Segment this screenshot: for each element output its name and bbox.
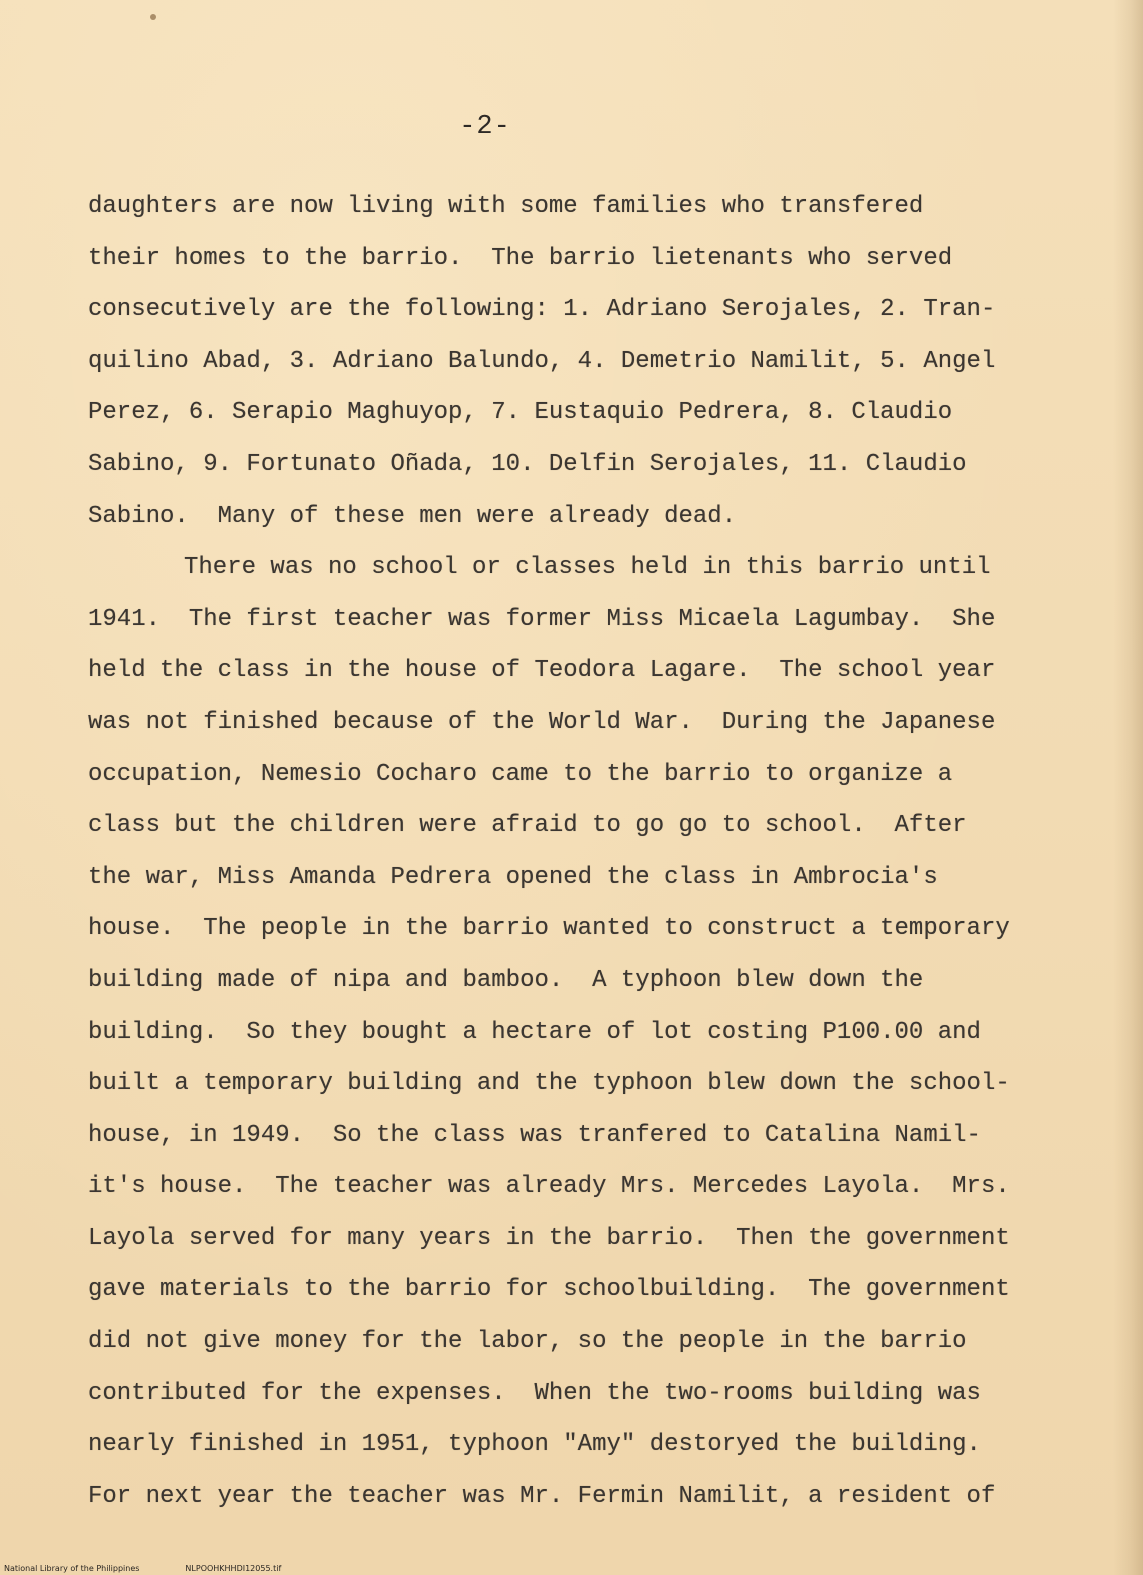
paragraph-start-line: There was no school or classes held in this barrio until xyxy=(184,554,991,582)
text-line: building made of nipa and bamboo. A typhoon blew down the xyxy=(88,966,924,994)
scan-filename: NLPOOHKHHDI12055.tif xyxy=(185,1564,282,1573)
text-line: Sabino, 9. Fortunato Oñada, 10. Delfin Serojales, 11. Claudio xyxy=(88,450,967,478)
text-line: the war, Miss Amanda Pedrera opened the class in Ambrocia's xyxy=(88,863,938,891)
text-line: daughters are now living with some families who transfered xyxy=(88,193,924,220)
text-line: held the class in the house of Teodora Lagare. The school year xyxy=(88,657,996,685)
library-credit: National Library of the Philippines xyxy=(4,1564,140,1573)
text-line: 1941. The first teacher was former Miss Micaela Lagumbay. She xyxy=(88,605,996,633)
text-line: gave materials to the barrio for schoolbuilding. The government xyxy=(88,1276,1010,1304)
text-line: their homes to the barrio. The barrio lietenants who served xyxy=(88,244,953,272)
text-line: did not give money for the labor, so the people in the barrio xyxy=(88,1328,967,1356)
scan-footer xyxy=(4,1564,281,1573)
text-line: For next year the teacher was Mr. Fermin Namilit, a resident of xyxy=(88,1482,996,1510)
text-line: Sabino. Many of these men were already dead. xyxy=(88,502,737,530)
text-line: quilino Abad, 3. Adriano Balundo, 4. Demetrio Namilit, 5. Angel xyxy=(88,347,996,375)
text-line: class but the children were afraid to go go to school. After xyxy=(88,812,967,840)
text-line: it's house. The teacher was already Mrs. Mercedes Layola. Mrs. xyxy=(88,1173,1010,1201)
paper-edge-shadow xyxy=(1113,0,1143,1575)
text-line: Perez, 6. Serapio Maghuyop, 7. Eustaquio Pedrera, 8. Claudio xyxy=(88,399,953,427)
text-line: Layola served for many years in the barrio. Then the government xyxy=(88,1224,1010,1252)
text-line: was not finished because of the World War. During the Japanese xyxy=(88,708,996,736)
page-number: -2- xyxy=(459,112,511,142)
text-line: occupation, Nemesio Cocharo came to the barrio to organize a xyxy=(88,760,953,788)
text-line: nearly finished in 1951, typhoon "Amy" destoryed the building. xyxy=(88,1431,981,1459)
text-line: consecutively are the following: 1. Adriano Serojales, 2. Tran- xyxy=(88,296,996,324)
body-text xyxy=(88,181,1068,1522)
text-line: building. So they bought a hectare of lot costing P100.00 and xyxy=(88,1018,981,1046)
ink-speck xyxy=(150,14,156,20)
text-line: built a temporary building and the typhoon blew down the school- xyxy=(88,1070,1010,1098)
text-line: contributed for the expenses. When the two-rooms building was xyxy=(88,1379,981,1407)
text-line: house, in 1949. So the class was tranfered to Catalina Namil- xyxy=(88,1121,981,1149)
text-line: house. The people in the barrio wanted to construct a temporary xyxy=(88,915,1010,943)
